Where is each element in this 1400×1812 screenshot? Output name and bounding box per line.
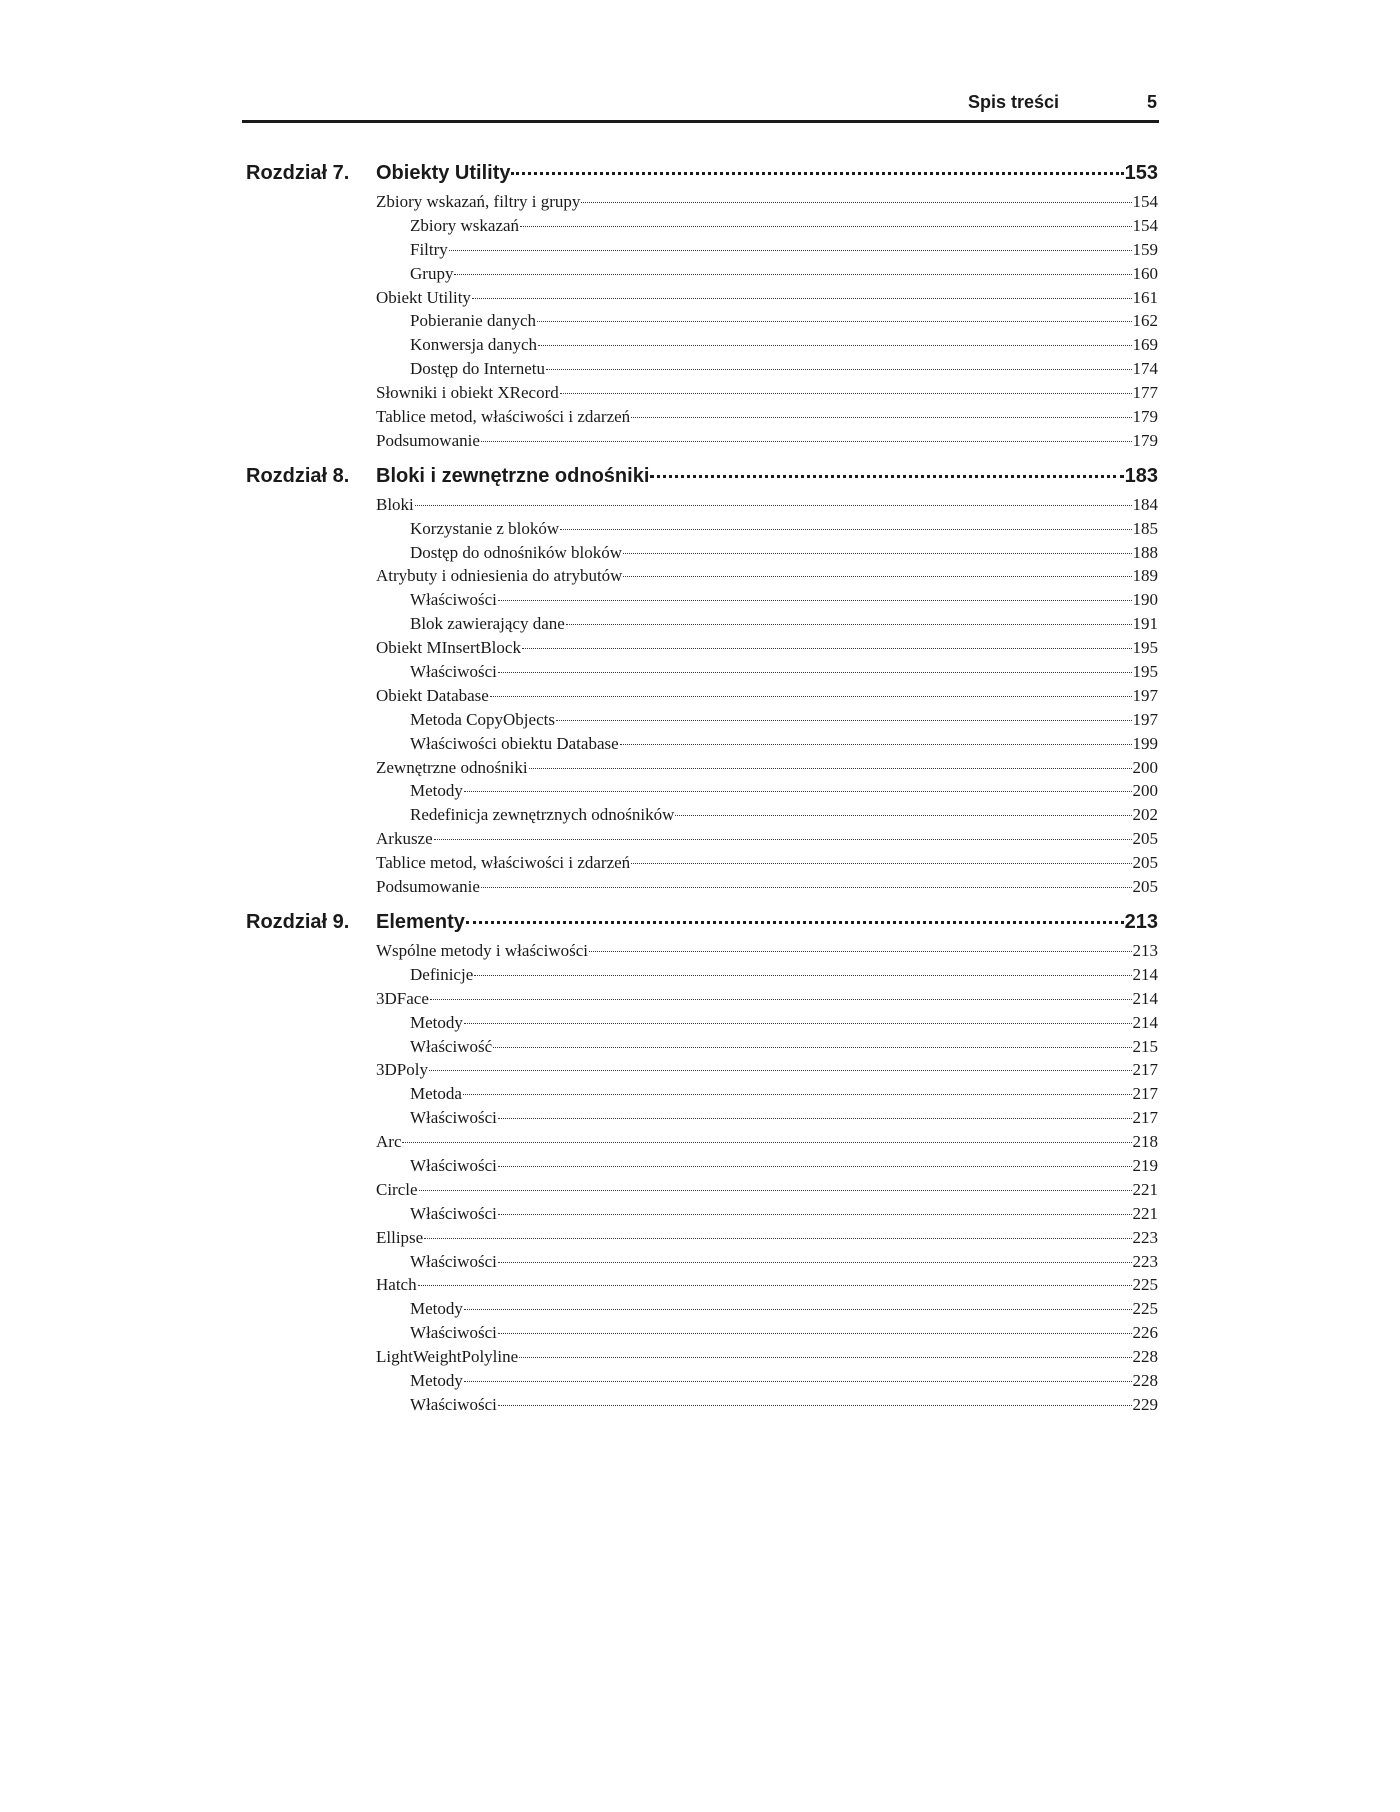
dot-leader bbox=[415, 505, 1132, 506]
entry-line bbox=[376, 431, 1158, 451]
toc-section-entry bbox=[246, 1347, 1158, 1371]
toc-subsection-entry bbox=[246, 710, 1158, 734]
dot-leader bbox=[620, 744, 1132, 745]
chapter-entry bbox=[376, 911, 1158, 934]
dot-leader bbox=[490, 696, 1132, 697]
entry-line bbox=[376, 1395, 1158, 1415]
entry-page-number: 200 bbox=[1132, 757, 1158, 777]
toc-subsection-entry bbox=[246, 519, 1158, 543]
entry-title: Właściwości bbox=[410, 662, 497, 682]
dot-leader bbox=[529, 768, 1132, 769]
toc-section-entry bbox=[246, 1228, 1158, 1252]
running-header-title: Spis treści bbox=[967, 92, 1059, 112]
entry-line bbox=[376, 383, 1158, 403]
chapter-page-number: 183 bbox=[1124, 464, 1158, 487]
entry-line bbox=[376, 288, 1158, 308]
entry-page-number: 200 bbox=[1132, 781, 1158, 801]
dot-leader bbox=[449, 250, 1132, 251]
toc-subsection-entry bbox=[246, 359, 1158, 383]
entry-line bbox=[376, 240, 1158, 260]
toc-section-entry bbox=[246, 431, 1158, 455]
dot-leader bbox=[434, 839, 1132, 840]
entry-title: Definicje bbox=[410, 964, 474, 984]
dot-leader bbox=[623, 576, 1131, 577]
entry-page-number: 195 bbox=[1132, 638, 1158, 658]
chapter-number: Rozdział 8. bbox=[246, 464, 350, 487]
toc-section-entry bbox=[246, 1132, 1158, 1156]
toc-subsection-entry bbox=[246, 590, 1158, 614]
entry-page-number: 179 bbox=[1132, 430, 1158, 450]
chapter-heading bbox=[246, 465, 1158, 495]
toc-section-entry bbox=[246, 941, 1158, 965]
entry-line bbox=[376, 686, 1158, 706]
entry-line bbox=[376, 1156, 1158, 1176]
entry-title: 3DFace bbox=[376, 988, 429, 1008]
entry-title: Redefinicja zewnętrznych odnośników bbox=[410, 805, 675, 825]
entry-title: Podsumowanie bbox=[376, 430, 480, 450]
dot-leader bbox=[511, 172, 1123, 175]
entry-line bbox=[376, 311, 1158, 331]
dot-leader bbox=[464, 1023, 1132, 1024]
dot-leader bbox=[419, 1190, 1132, 1191]
entry-page-number: 215 bbox=[1132, 1036, 1158, 1056]
chapter-page-number: 213 bbox=[1124, 910, 1158, 933]
dot-leader bbox=[631, 417, 1131, 418]
entry-line bbox=[376, 1323, 1158, 1343]
entry-page-number: 202 bbox=[1132, 805, 1158, 825]
toc-section-entry bbox=[246, 758, 1158, 782]
entry-line bbox=[376, 566, 1158, 586]
entry-title: Blok zawierający dane bbox=[410, 614, 565, 634]
entry-page-number: 179 bbox=[1132, 407, 1158, 427]
toc-subsection-entry bbox=[246, 335, 1158, 359]
dot-leader bbox=[466, 921, 1124, 924]
toc-section-entry bbox=[246, 383, 1158, 407]
entry-line bbox=[376, 829, 1158, 849]
entry-page-number: 223 bbox=[1132, 1251, 1158, 1271]
entry-page-number: 199 bbox=[1132, 733, 1158, 753]
dot-leader bbox=[623, 553, 1131, 554]
entry-line bbox=[376, 638, 1158, 658]
entry-line bbox=[376, 877, 1158, 897]
entry-title: Dostęp do Internetu bbox=[410, 359, 546, 379]
entry-page-number: 205 bbox=[1132, 853, 1158, 873]
entry-page-number: 159 bbox=[1132, 239, 1158, 259]
entry-page-number: 213 bbox=[1132, 940, 1158, 960]
entry-title: Metoda CopyObjects bbox=[410, 709, 555, 729]
toc-subsection-entry bbox=[246, 1299, 1158, 1323]
entry-line bbox=[376, 614, 1158, 634]
chapter-title: Elementy bbox=[376, 910, 465, 933]
entry-line bbox=[376, 359, 1158, 379]
entry-title: Circle bbox=[376, 1179, 418, 1199]
entry-line bbox=[376, 662, 1158, 682]
entry-title: Dostęp do odnośników bloków bbox=[410, 542, 623, 562]
toc-subsection-entry bbox=[246, 1204, 1158, 1228]
entry-line bbox=[376, 1013, 1158, 1033]
toc-section-entry bbox=[246, 495, 1158, 519]
entry-title: Bloki bbox=[376, 494, 414, 514]
entry-line bbox=[376, 519, 1158, 539]
entry-page-number: 162 bbox=[1132, 311, 1158, 331]
entry-page-number: 169 bbox=[1132, 335, 1158, 355]
toc-subsection-entry bbox=[246, 1395, 1158, 1419]
dot-leader bbox=[537, 321, 1131, 322]
entry-title: Wspólne metody i właściwości bbox=[376, 940, 588, 960]
entry-title: Metoda bbox=[410, 1084, 462, 1104]
dot-leader bbox=[566, 624, 1132, 625]
entry-line bbox=[376, 1037, 1158, 1057]
entry-page-number: 154 bbox=[1132, 192, 1158, 211]
toc-section-entry bbox=[246, 192, 1158, 216]
entry-page-number: 185 bbox=[1132, 518, 1158, 538]
chapter-number: Rozdział 7. bbox=[246, 162, 350, 184]
dot-leader bbox=[463, 1094, 1132, 1095]
entry-line bbox=[376, 1132, 1158, 1152]
entry-title: Właściwości bbox=[410, 1394, 497, 1414]
chapter-number: Rozdział 9. bbox=[246, 910, 350, 933]
entry-page-number: 228 bbox=[1132, 1347, 1158, 1367]
dot-leader bbox=[429, 1070, 1132, 1071]
toc-section-entry bbox=[246, 989, 1158, 1013]
entry-line bbox=[376, 1299, 1158, 1319]
entry-title: Korzystanie z bloków bbox=[410, 518, 560, 538]
entry-line bbox=[376, 590, 1158, 610]
entry-line bbox=[376, 781, 1158, 801]
entry-title: Atrybuty i odniesienia do atrybutów bbox=[376, 566, 623, 586]
entry-page-number: 214 bbox=[1132, 988, 1158, 1008]
dot-leader bbox=[454, 274, 1131, 275]
dot-leader bbox=[424, 1238, 1131, 1239]
entry-line bbox=[376, 734, 1158, 754]
dot-leader bbox=[481, 441, 1132, 442]
entry-line bbox=[376, 495, 1158, 515]
toc-subsection-entry bbox=[246, 1084, 1158, 1108]
entry-page-number: 174 bbox=[1132, 359, 1158, 379]
dot-leader bbox=[675, 815, 1131, 816]
toc-subsection-entry bbox=[246, 662, 1158, 686]
chapter-page-number: 153 bbox=[1124, 162, 1158, 184]
dot-leader bbox=[498, 1214, 1132, 1215]
entry-title: Słowniki i obiekt XRecord bbox=[376, 383, 559, 403]
entry-title: Pobieranie danych bbox=[410, 311, 537, 331]
entry-title: Grupy bbox=[410, 263, 454, 283]
entry-page-number: 219 bbox=[1132, 1155, 1158, 1175]
dot-leader bbox=[560, 393, 1132, 394]
dot-leader bbox=[589, 951, 1132, 952]
entry-page-number: 225 bbox=[1132, 1275, 1158, 1295]
dot-leader bbox=[498, 1262, 1132, 1263]
entry-page-number: 197 bbox=[1132, 709, 1158, 729]
dot-leader bbox=[498, 672, 1132, 673]
entry-page-number: 177 bbox=[1132, 383, 1158, 403]
entry-line bbox=[376, 543, 1158, 563]
toc-subsection-entry bbox=[246, 1156, 1158, 1180]
entry-title: Filtry bbox=[410, 239, 448, 259]
dot-leader bbox=[556, 720, 1132, 721]
entry-line bbox=[376, 192, 1158, 212]
chapter-section bbox=[246, 465, 1158, 901]
toc-subsection-entry bbox=[246, 240, 1158, 264]
dot-leader bbox=[498, 1405, 1132, 1406]
entry-title: Ellipse bbox=[376, 1227, 424, 1247]
toc-section-entry bbox=[246, 566, 1158, 590]
toc-section-entry bbox=[246, 1275, 1158, 1299]
entry-line bbox=[376, 805, 1158, 825]
dot-leader bbox=[498, 1118, 1132, 1119]
dot-leader bbox=[522, 648, 1132, 649]
toc-subsection-entry bbox=[246, 1108, 1158, 1132]
page-number: 5 bbox=[1146, 92, 1157, 112]
dot-leader bbox=[631, 863, 1131, 864]
dot-leader bbox=[498, 1333, 1132, 1334]
entry-page-number: 191 bbox=[1132, 614, 1158, 634]
entry-title: Obiekt Utility bbox=[376, 287, 471, 307]
toc-subsection-entry bbox=[246, 264, 1158, 288]
dot-leader bbox=[538, 345, 1132, 346]
entry-page-number: 161 bbox=[1132, 287, 1158, 307]
entry-page-number: 189 bbox=[1132, 566, 1158, 586]
chapter-section bbox=[246, 911, 1158, 1419]
toc-subsection-entry bbox=[246, 734, 1158, 758]
entry-title: Zbiory wskazań, filtry i grupy bbox=[376, 192, 581, 211]
dot-leader bbox=[474, 975, 1131, 976]
entry-title: Tablice metod, właściwości i zdarzeń bbox=[376, 407, 631, 427]
toc-subsection-entry bbox=[246, 1252, 1158, 1276]
dot-leader bbox=[464, 1381, 1132, 1382]
toc-section-entry bbox=[246, 638, 1158, 662]
entry-title: Właściwości bbox=[410, 1203, 497, 1223]
entry-page-number: 229 bbox=[1132, 1394, 1158, 1414]
entry-title: Właściwości bbox=[410, 1323, 497, 1343]
entry-line bbox=[376, 965, 1158, 985]
entry-line bbox=[376, 1275, 1158, 1295]
entry-page-number: 197 bbox=[1132, 685, 1158, 705]
entry-page-number: 217 bbox=[1132, 1108, 1158, 1128]
entry-line bbox=[376, 1084, 1158, 1104]
entry-title: Metody bbox=[410, 781, 463, 801]
chapter-section bbox=[246, 162, 1158, 455]
entry-line bbox=[376, 1347, 1158, 1367]
toc-subsection-entry bbox=[246, 781, 1158, 805]
chapter-heading bbox=[246, 162, 1158, 192]
dot-leader bbox=[560, 529, 1131, 530]
entry-line bbox=[376, 710, 1158, 730]
entry-title: LightWeightPolyline bbox=[376, 1347, 519, 1367]
dot-leader bbox=[498, 600, 1132, 601]
entry-line bbox=[376, 264, 1158, 284]
entry-title: Tablice metod, właściwości i zdarzeń bbox=[376, 853, 631, 873]
entry-page-number: 221 bbox=[1132, 1203, 1158, 1223]
entry-title: Obiekt Database bbox=[376, 685, 489, 705]
entry-page-number: 217 bbox=[1132, 1060, 1158, 1080]
toc-section-entry bbox=[246, 853, 1158, 877]
toc-section-entry bbox=[246, 829, 1158, 853]
entry-title: Obiekt MInsertBlock bbox=[376, 638, 521, 658]
entry-title: Zbiory wskazań bbox=[410, 215, 520, 235]
entry-line bbox=[376, 1108, 1158, 1128]
toc-subsection-entry bbox=[246, 614, 1158, 638]
entry-title: Właściwości bbox=[410, 1108, 497, 1128]
toc-section-entry bbox=[246, 877, 1158, 901]
entry-line bbox=[376, 1252, 1158, 1272]
entry-title: Metody bbox=[410, 1370, 463, 1390]
entry-line bbox=[376, 335, 1158, 355]
entry-page-number: 217 bbox=[1132, 1084, 1158, 1104]
entry-line bbox=[376, 407, 1158, 427]
entry-page-number: 154 bbox=[1132, 215, 1158, 235]
dot-leader bbox=[472, 298, 1132, 299]
toc-section-entry bbox=[246, 1180, 1158, 1204]
toc-section-entry bbox=[246, 686, 1158, 710]
chapter-title: Bloki i zewnętrzne odnośniki bbox=[376, 464, 650, 487]
dot-leader bbox=[498, 1166, 1132, 1167]
entry-page-number: 160 bbox=[1132, 263, 1158, 283]
page-header bbox=[242, 90, 1159, 123]
dot-leader bbox=[481, 887, 1132, 888]
toc-subsection-entry bbox=[246, 1037, 1158, 1061]
dot-leader bbox=[430, 999, 1132, 1000]
entry-page-number: 221 bbox=[1132, 1179, 1158, 1199]
dot-leader bbox=[418, 1285, 1132, 1286]
entry-line bbox=[376, 989, 1158, 1009]
chapter-title: Obiekty Utility bbox=[376, 162, 511, 184]
dot-leader bbox=[402, 1142, 1131, 1143]
toc-section-entry bbox=[246, 407, 1158, 431]
toc-subsection-entry bbox=[246, 1013, 1158, 1037]
dot-leader bbox=[650, 475, 1123, 478]
dot-leader bbox=[493, 1047, 1131, 1048]
entry-title: 3DPoly bbox=[376, 1060, 428, 1080]
toc-section-entry bbox=[246, 288, 1158, 312]
entry-line bbox=[376, 758, 1158, 778]
chapter-heading bbox=[246, 911, 1158, 941]
entry-line bbox=[376, 216, 1158, 236]
dot-leader bbox=[519, 1357, 1131, 1358]
entry-line bbox=[376, 853, 1158, 873]
entry-line bbox=[376, 1060, 1158, 1080]
entry-title: Właściwość bbox=[410, 1036, 493, 1056]
toc-subsection-entry bbox=[246, 805, 1158, 829]
entry-page-number: 228 bbox=[1132, 1370, 1158, 1390]
entry-page-number: 205 bbox=[1132, 877, 1158, 897]
entry-title: Arc bbox=[376, 1132, 402, 1152]
dot-leader bbox=[520, 226, 1131, 227]
entry-line bbox=[376, 1228, 1158, 1248]
entry-title: Podsumowanie bbox=[376, 877, 480, 897]
dot-leader bbox=[464, 791, 1132, 792]
entry-page-number: 184 bbox=[1132, 494, 1158, 514]
entry-title: Właściwości bbox=[410, 590, 497, 610]
dot-leader bbox=[464, 1309, 1132, 1310]
entry-title: Metody bbox=[410, 1299, 463, 1319]
dot-leader bbox=[581, 202, 1131, 203]
entry-page-number: 188 bbox=[1132, 542, 1158, 562]
dot-leader bbox=[546, 369, 1131, 370]
toc-subsection-entry bbox=[246, 543, 1158, 567]
toc-subsection-entry bbox=[246, 311, 1158, 335]
entry-page-number: 190 bbox=[1132, 590, 1158, 610]
toc-subsection-entry bbox=[246, 1371, 1158, 1395]
entry-title: Arkusze bbox=[376, 829, 433, 849]
entry-title: Konwersja danych bbox=[410, 335, 537, 355]
entry-line bbox=[376, 1204, 1158, 1224]
entry-page-number: 226 bbox=[1132, 1323, 1158, 1343]
toc-section-entry bbox=[246, 1060, 1158, 1084]
toc-subsection-entry bbox=[246, 965, 1158, 989]
entry-title: Właściwości obiektu Database bbox=[410, 733, 619, 753]
entry-line bbox=[376, 941, 1158, 961]
entry-page-number: 214 bbox=[1132, 1012, 1158, 1032]
entry-title: Właściwości bbox=[410, 1155, 497, 1175]
entry-line bbox=[376, 1371, 1158, 1391]
entry-page-number: 218 bbox=[1132, 1132, 1158, 1152]
entry-line bbox=[376, 1180, 1158, 1200]
toc-subsection-entry bbox=[246, 1323, 1158, 1347]
entry-page-number: 195 bbox=[1132, 662, 1158, 682]
entry-page-number: 223 bbox=[1132, 1227, 1158, 1247]
entry-title: Zewnętrzne odnośniki bbox=[376, 757, 528, 777]
entry-page-number: 214 bbox=[1132, 964, 1158, 984]
entry-title: Właściwości bbox=[410, 1251, 497, 1271]
chapter-entry bbox=[376, 465, 1158, 488]
entry-page-number: 205 bbox=[1132, 829, 1158, 849]
entry-title: Metody bbox=[410, 1012, 463, 1032]
table-of-contents bbox=[246, 162, 1158, 1419]
entry-title: Hatch bbox=[376, 1275, 417, 1295]
entry-page-number: 225 bbox=[1132, 1299, 1158, 1319]
toc-subsection-entry bbox=[246, 216, 1158, 240]
chapter-entry bbox=[376, 162, 1158, 185]
